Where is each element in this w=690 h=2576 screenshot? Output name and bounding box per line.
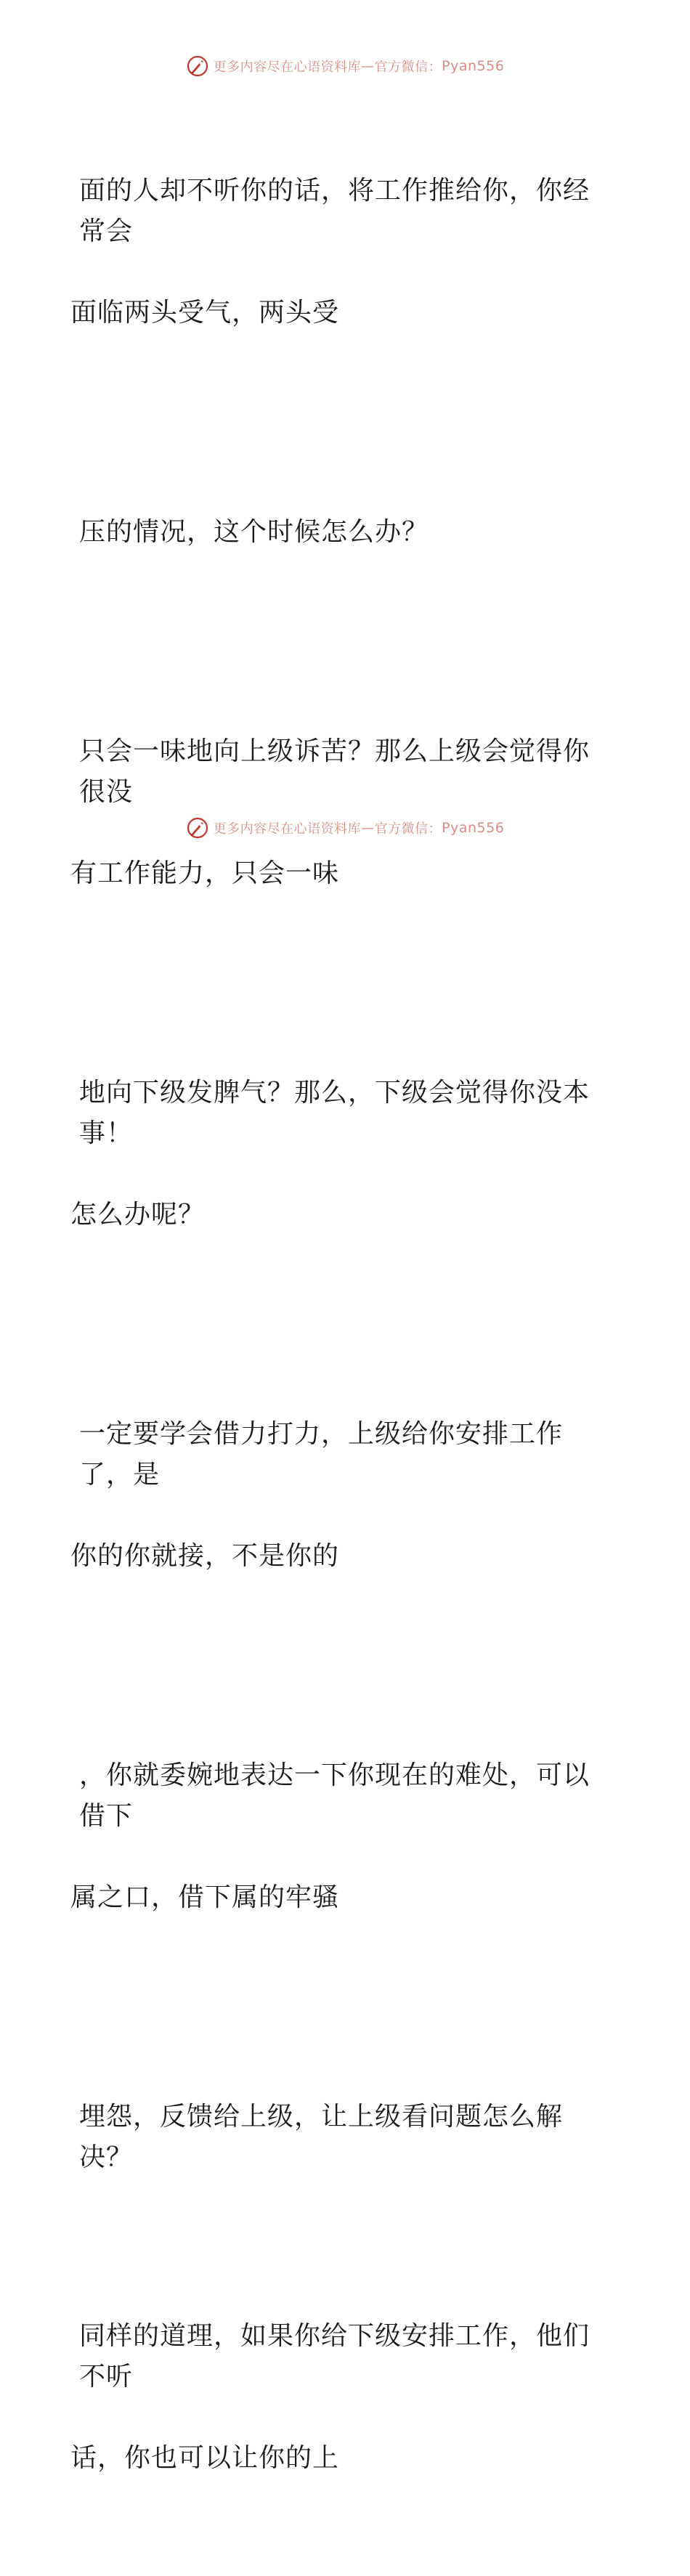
text-line: 怎么办呢？ — [70, 1200, 206, 1230]
watermark-wechat-label: 官方微信： — [374, 821, 442, 837]
paragraph — [70, 89, 608, 415]
text-line: 你的你就接，不是你的 — [70, 1541, 340, 1571]
document-body — [70, 89, 608, 2576]
watermark-wechat-label: 官方微信： — [374, 60, 442, 75]
text-line: 属之口，借下属的牢骚 — [70, 1882, 340, 1912]
watermark-separator: — — [361, 820, 375, 836]
watermark-wechat-id: Pyan556 — [442, 820, 505, 836]
paragraph — [70, 2235, 608, 2560]
paragraph — [70, 2015, 608, 2219]
feather-pen-logo-icon — [186, 816, 209, 840]
text-line: 压的情况，这个时候怎么办？ — [79, 517, 429, 547]
text-line: 同样的道理，如果你给下级安排工作，他们不听 — [79, 2321, 590, 2392]
text-line: ，你就委婉地表达一下你现在的难处，可以借下 — [79, 1760, 590, 1831]
text-line: 一定要学会借力打力，上级给你安排工作了，是 — [79, 1419, 564, 1490]
watermark-main-text: 更多内容尽在心语资料库 — [213, 60, 362, 75]
text-line: 埋怨，反馈给上级，让上级看问题怎么解决？ — [79, 2102, 564, 2172]
paragraph — [70, 1674, 608, 1999]
text-line: 只会一味地向上级诉苦？那么上级会觉得你很没 — [79, 736, 590, 807]
header-watermark — [0, 52, 690, 81]
paragraph — [70, 431, 608, 634]
text-line: 面的人却不听你的话，将工作推给你，你经常会 — [79, 176, 590, 246]
text-line: 地向下级发脾气？那么，下级会觉得你没本事！ — [79, 1078, 590, 1148]
text-line: 有工作能力，只会一味 — [70, 858, 340, 888]
paragraph — [70, 1333, 608, 1658]
text-line: 话，你也可以让你的上 — [70, 2443, 340, 2473]
text-line: 面临两头受气，两头受 — [70, 298, 340, 328]
footer-watermark — [0, 813, 690, 842]
watermark-separator: — — [361, 58, 375, 74]
paragraph — [70, 650, 608, 975]
feather-pen-logo-icon — [186, 54, 209, 78]
paragraph — [70, 991, 608, 1317]
watermark-wechat-id: Pyan556 — [442, 58, 505, 74]
watermark-main-text: 更多内容尽在心语资料库 — [213, 821, 362, 837]
